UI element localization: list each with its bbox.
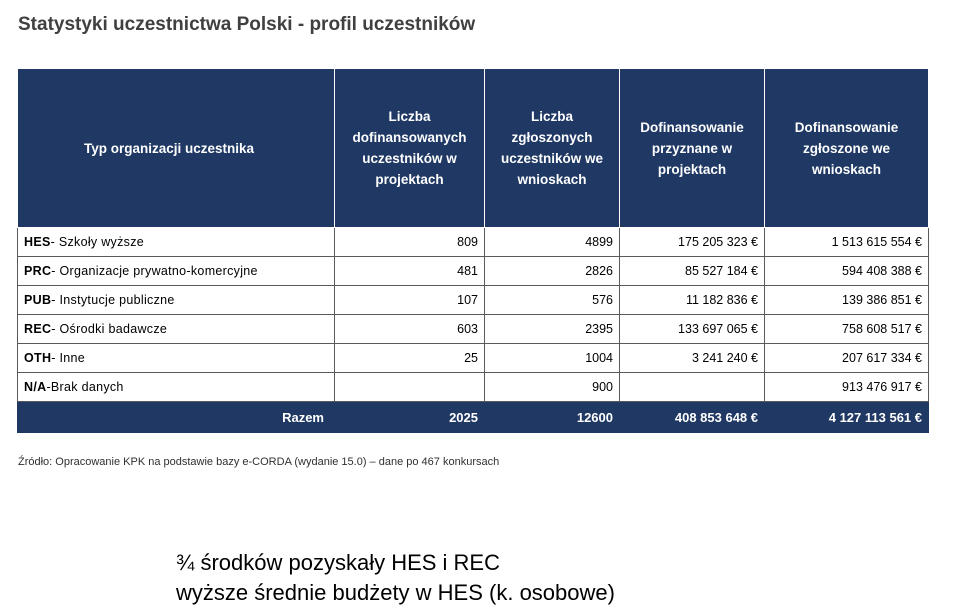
funded-count-cell <box>335 373 485 402</box>
funded-count-cell: 107 <box>335 286 485 315</box>
table-row <box>18 373 929 402</box>
granted-funding-cell: 175 205 323 € <box>620 228 765 257</box>
source-note: Źródło: Opracowanie KPK na podstawie bazy e-CORDA (wydanie 15.0) – dane po 467 konkursach <box>18 456 500 468</box>
total-submitted-count: 12600 <box>485 402 620 433</box>
requested-funding-cell: 207 617 334 € <box>765 344 929 373</box>
funded-count-cell: 25 <box>335 344 485 373</box>
requested-funding-cell: 1 513 615 554 € <box>765 228 929 257</box>
submitted-count-cell: 2826 <box>485 257 620 286</box>
total-row <box>18 402 929 433</box>
org-code: PUB <box>24 293 52 307</box>
header-requested-funding: Dofinansowanie zgłoszone we wnioskach <box>765 69 929 228</box>
submitted-count-cell: 576 <box>485 286 620 315</box>
funded-count-cell: 481 <box>335 257 485 286</box>
org-code: N/A <box>24 380 47 394</box>
header-submitted-count: Liczba zgłoszonych uczestników we wnioskach <box>485 69 620 228</box>
caption-line-1: ¾ środków pozyskały HES i REC <box>176 550 500 575</box>
table-row <box>18 257 929 286</box>
org-type-cell <box>18 344 335 373</box>
granted-funding-cell: 3 241 240 € <box>620 344 765 373</box>
org-code: PRC <box>24 264 52 278</box>
header-funded-count: Liczba dofinansowanych uczestników w projektach <box>335 69 485 228</box>
total-label: Razem <box>18 402 335 433</box>
table-row <box>18 228 929 257</box>
org-name: - Instytucje publiczne <box>51 293 175 307</box>
participation-table <box>17 68 929 433</box>
org-type-cell <box>18 286 335 315</box>
submitted-count-cell: 2395 <box>485 315 620 344</box>
requested-funding-cell: 758 608 517 € <box>765 315 929 344</box>
granted-funding-cell: 11 182 836 € <box>620 286 765 315</box>
org-name: - Ośrodki badawcze <box>51 322 168 336</box>
org-type-cell <box>18 373 335 402</box>
submitted-count-cell: 4899 <box>485 228 620 257</box>
caption <box>176 548 615 608</box>
header-org-type: Typ organizacji uczestnika <box>18 69 335 228</box>
table-row <box>18 315 929 344</box>
org-code: OTH <box>24 351 52 365</box>
total-funded-count: 2025 <box>335 402 485 433</box>
org-type-cell <box>18 257 335 286</box>
funded-count-cell: 603 <box>335 315 485 344</box>
org-type-cell <box>18 228 335 257</box>
funded-count-cell: 809 <box>335 228 485 257</box>
granted-funding-cell: 85 527 184 € <box>620 257 765 286</box>
submitted-count-cell: 900 <box>485 373 620 402</box>
requested-funding-cell: 594 408 388 € <box>765 257 929 286</box>
org-name: - Inne <box>51 351 86 365</box>
table-header-row <box>18 69 929 228</box>
submitted-count-cell: 1004 <box>485 344 620 373</box>
requested-funding-cell: 139 386 851 € <box>765 286 929 315</box>
org-code: REC <box>24 322 52 336</box>
org-type-cell <box>18 315 335 344</box>
table-row <box>18 344 929 373</box>
granted-funding-cell: 133 697 065 € <box>620 315 765 344</box>
org-name: - Szkoły wyższe <box>50 235 145 249</box>
requested-funding-cell: 913 476 917 € <box>765 373 929 402</box>
granted-funding-cell <box>620 373 765 402</box>
org-name: - Organizacje prywatno-komercyjne <box>51 264 258 278</box>
org-name: -Brak danych <box>46 380 124 394</box>
caption-line-2: wyższe średnie budżety w HES (k. osobowe) <box>176 580 615 605</box>
org-code: HES <box>24 235 51 249</box>
header-granted-funding: Dofinansowanie przyznane w projektach <box>620 69 765 228</box>
page-title: Statystyki uczestnictwa Polski - profil uczestników <box>18 14 476 35</box>
total-requested-funding: 4 127 113 561 € <box>765 402 929 433</box>
total-granted-funding: 408 853 648 € <box>620 402 765 433</box>
table-row <box>18 286 929 315</box>
